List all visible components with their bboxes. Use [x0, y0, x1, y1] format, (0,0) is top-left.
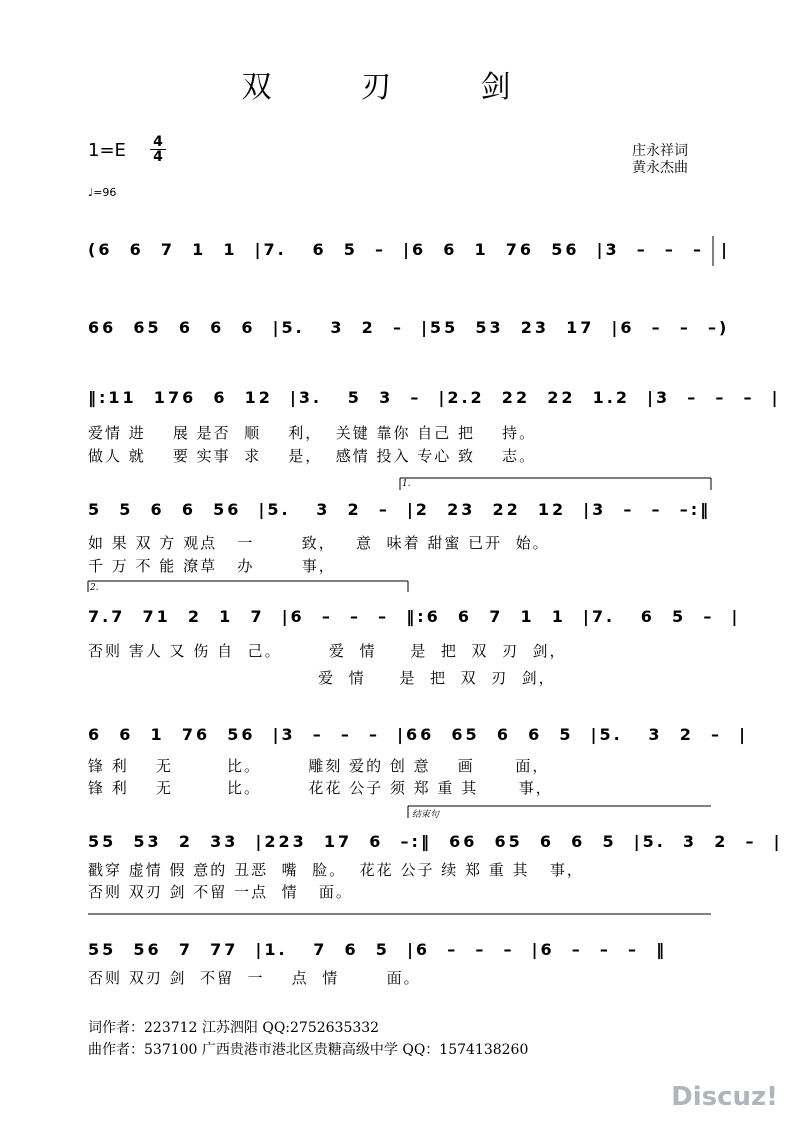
notation-line: 5 5 6 6 56 |5. 3 2 – |2 23 22 12 |3 – – –:‖: [88, 500, 712, 519]
lyric-verse-1: 否则 双刃 剑 不留 一 点 情 面。: [88, 969, 421, 987]
notation-line: 66 65 6 6 6 |5. 3 2 – |55 53 23 17 |6 – – –): [88, 318, 730, 337]
lyric-verse-1: 否则 害人 又 伤 自 己。 爱 情 是 把 双 刃 剑，: [88, 642, 567, 660]
lyric-verse-2: 锋 利 无 比。 花花 公子 须 郑 重 其 事，: [88, 779, 553, 797]
lyric-verse-1: 戳穿 虚情 假 意的 丑恶 嘴 脸。 花花 公子 续 郑 重 其 事，: [88, 861, 584, 879]
volta-first-label: 1.: [402, 479, 411, 489]
lyric-verse-1: 如 果 双 方 观点 一 致， 意 味着 甜蜜 已开 始。: [88, 534, 550, 552]
notation-line: ‖:11 176 6 12 |3. 5 3 – |2.2 22 22 1.2 |3 – – – |: [88, 388, 781, 407]
composer-info: 曲作者：537100 广西贵港市港北区贵糖高级中学 QQ：1574138260: [88, 1042, 529, 1058]
notation-line: 55 53 2 33 |223 17 6 –:‖ 66 65 6 6 5 |5. 3 2 – |: [88, 832, 783, 851]
watermark-logo: Discuz!: [671, 1082, 778, 1112]
song-title: 双 刃 剑: [241, 70, 551, 105]
lyric-verse-2: 爱 情 是 把 双 刃 剑，: [88, 669, 556, 687]
time-signature-top: 4: [153, 134, 163, 150]
lyric-verse-1: 爱情 进 展 是否 顺 利， 关键 靠你 自己 把 持。: [88, 424, 537, 442]
lyricist-info: 词作者：223712 江苏泗阳 QQ:2752635332: [88, 1020, 380, 1036]
lyric-verse-2: 否则 双刃 剑 不留 一点 情 面。: [88, 883, 353, 901]
tempo-marking: ♩=96: [88, 186, 117, 199]
composer-credit: 黄永杰曲: [632, 160, 688, 176]
notation-line: 55 56 7 77 |1. 7 6 5 |6 – – – |6 – – – ‖: [88, 940, 668, 959]
ending-note: 结束句: [412, 810, 440, 820]
key-signature: 1=E: [88, 140, 126, 161]
notation-line: 7.7 71 2 1 7 |6 – – – ‖:6 6 7 1 1 |7. 6 5 – |: [88, 607, 741, 626]
lyric-verse-2: 千 万 不 能 潦草 办 事，: [88, 557, 336, 575]
notation-line: (6 6 7 1 1 |7. 6 5 – |6 6 1 76 56 |3 – – – |: [88, 240, 730, 259]
lyric-verse-2: 做人 就 要 实事 求 是， 感情 投入 专心 致 志。: [88, 447, 537, 465]
notation-line: 6 6 1 76 56 |3 – – – |66 65 6 6 5 |5. 3 2 – |: [88, 725, 748, 744]
volta-second-label: 2.: [90, 583, 99, 593]
lyric-verse-1: 锋 利 无 比。 雕刻 爱的 创 意 画 面，: [88, 757, 550, 775]
time-signature-bottom: 4: [150, 149, 166, 164]
lyricist-credit: 庄永祥词: [632, 143, 688, 159]
